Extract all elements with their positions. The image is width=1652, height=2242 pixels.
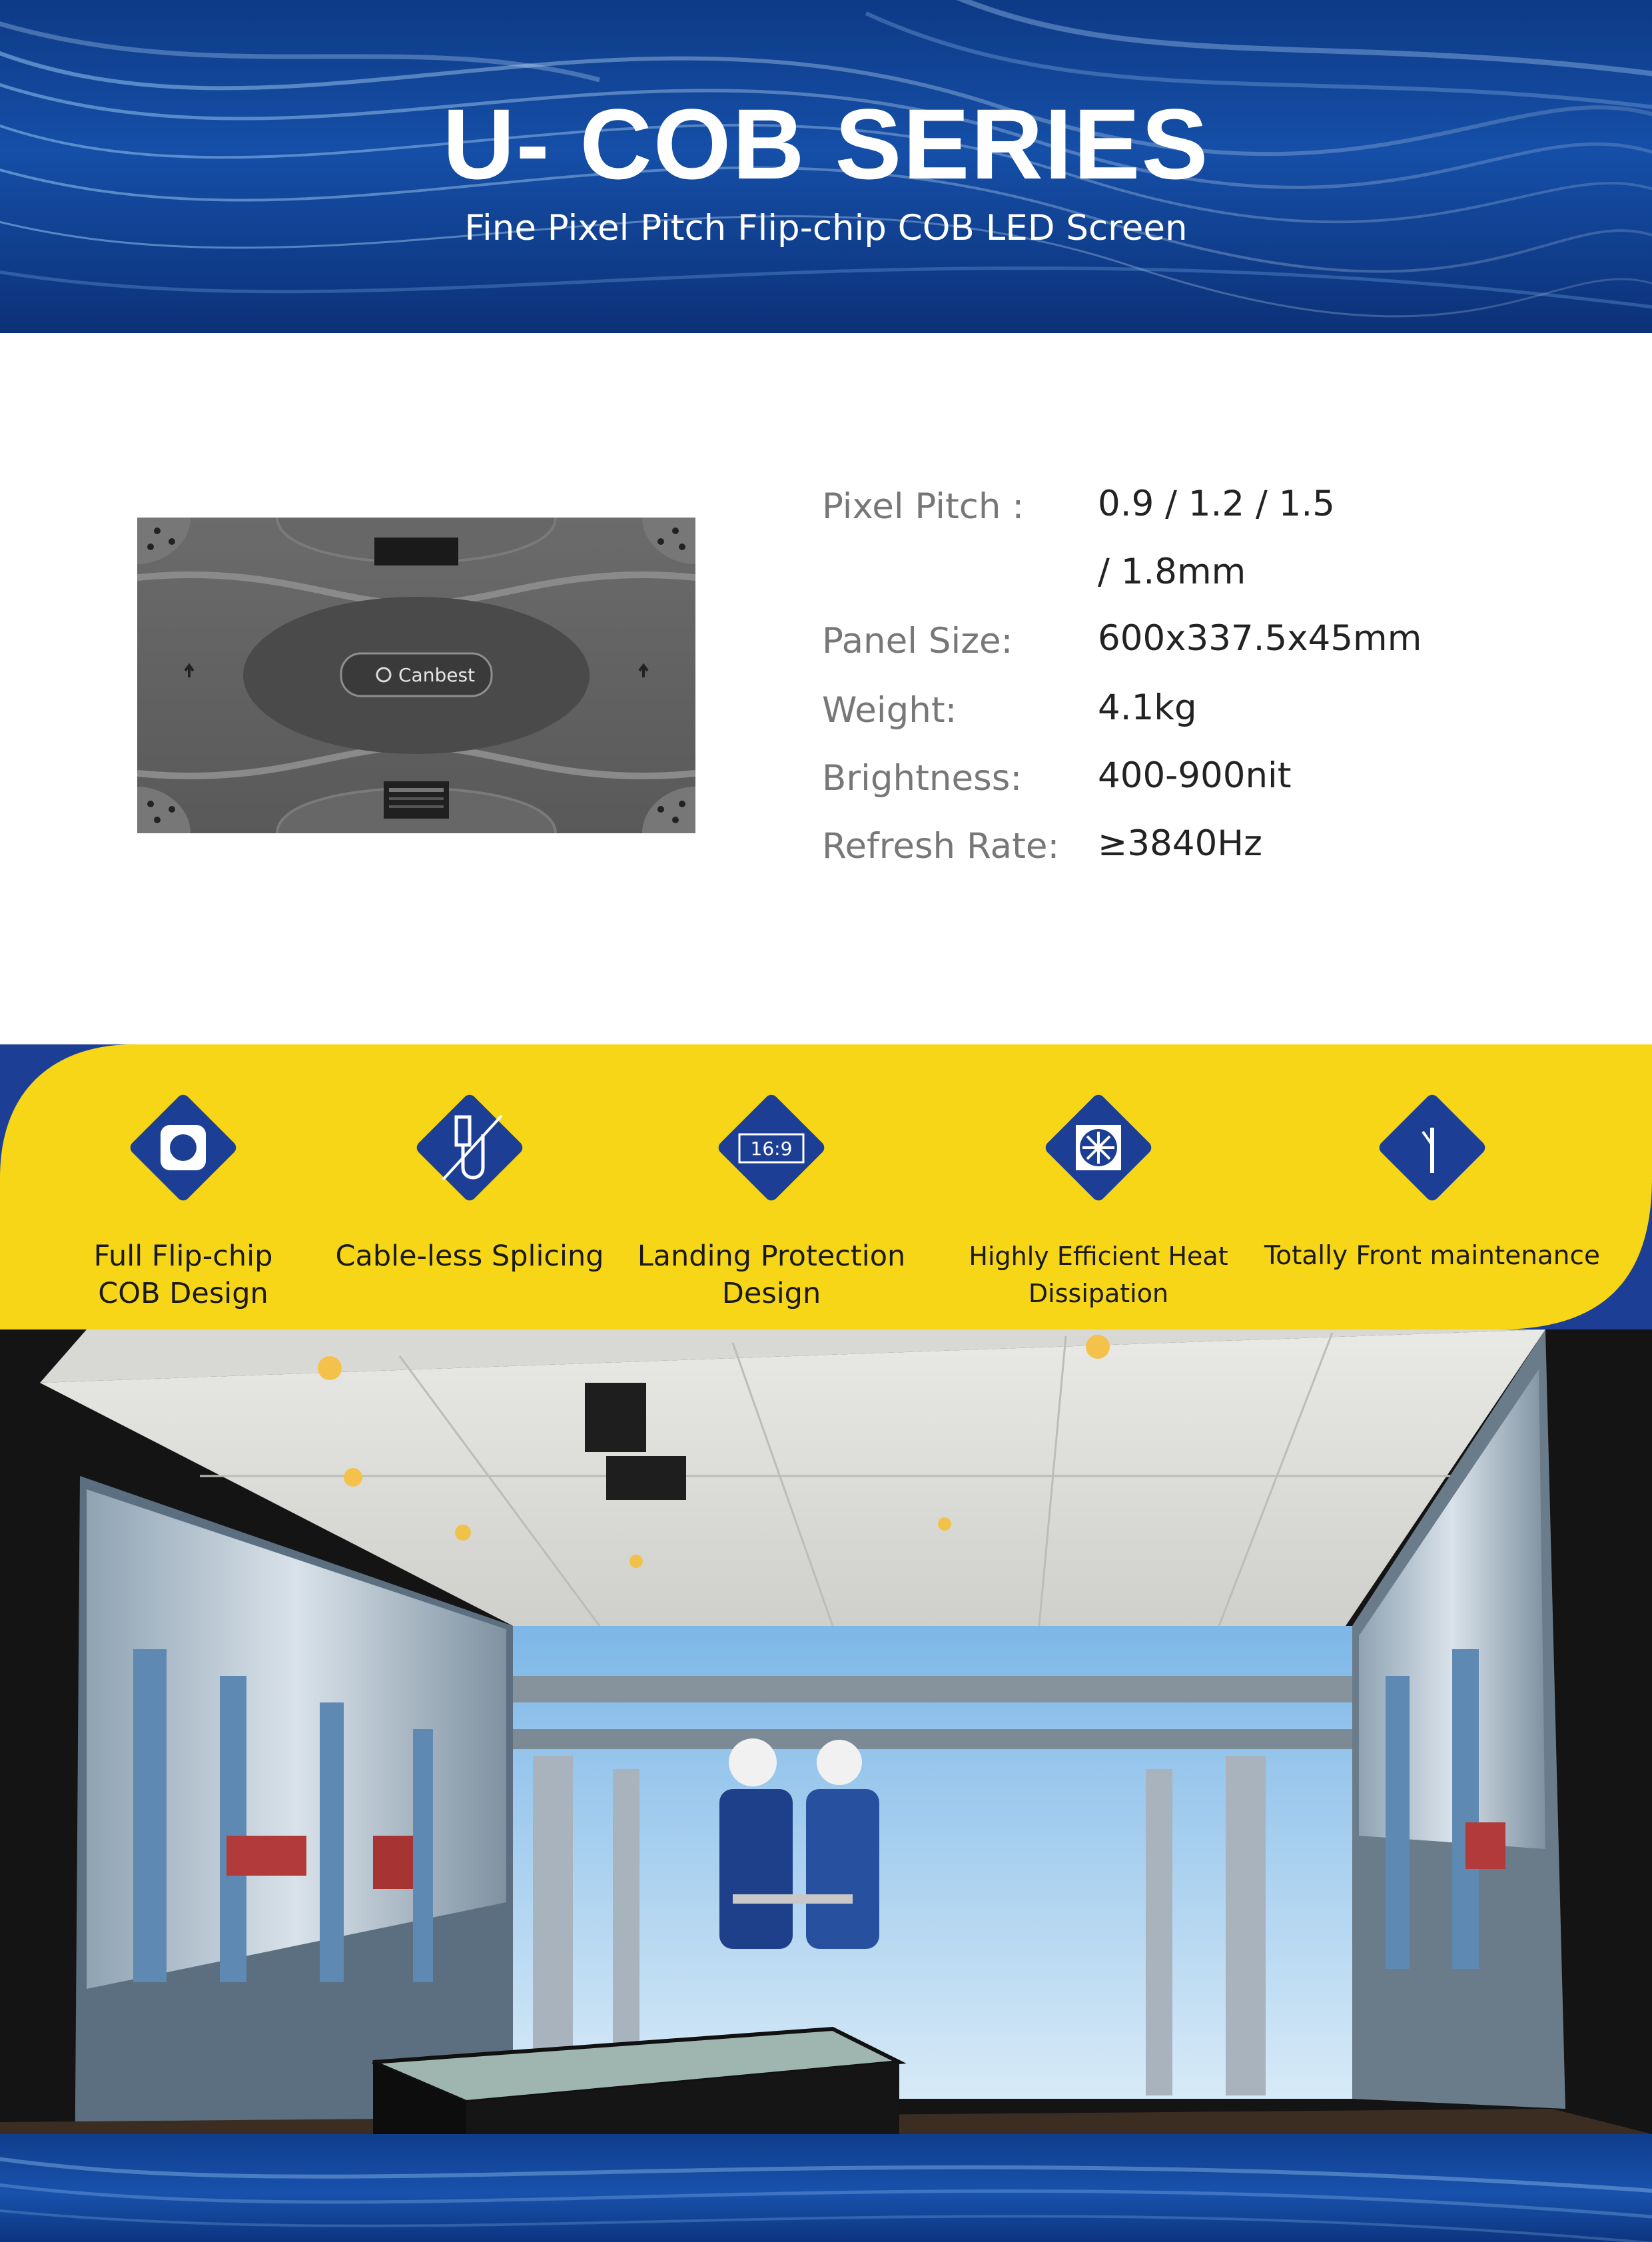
footer-banner xyxy=(0,2134,1652,2242)
spec-label: Panel Size: xyxy=(822,621,1013,661)
svg-text:16:9: 16:9 xyxy=(750,1138,793,1160)
feature-label: Totally Front maintenance xyxy=(1264,1241,1600,1271)
spec-label: Weight: xyxy=(822,690,957,731)
features-band xyxy=(0,1044,1652,1329)
spec-value: 400-900nit xyxy=(1098,755,1292,796)
spec-value: ≥3840Hz xyxy=(1098,823,1262,864)
brand-logo: Canbest xyxy=(398,664,476,686)
cable-less-icon xyxy=(403,1081,536,1214)
feature-heat-dissipation xyxy=(925,1044,1272,1329)
feature-label: Highly Efficient Heat Dissipation xyxy=(969,1242,1228,1308)
spec-label: Refresh Rate: xyxy=(822,826,1060,867)
spec-label: Brightness: xyxy=(822,758,1023,799)
fan-icon xyxy=(1032,1081,1165,1214)
spec-value: / 1.8mm xyxy=(1098,552,1246,592)
feature-label: Cable-less Splicing xyxy=(335,1240,604,1273)
spec-value: 600x337.5x45mm xyxy=(1098,618,1422,659)
spec-value: 0.9 / 1.2 / 1.5 xyxy=(1098,484,1335,524)
page-subtitle: Fine Pixel Pitch Flip-chip COB LED Screen xyxy=(464,208,1188,248)
header-banner xyxy=(0,0,1652,333)
led-cabinet-image xyxy=(137,518,695,833)
showroom-photo xyxy=(0,1329,1652,2134)
flip-chip-icon xyxy=(117,1081,250,1214)
feature-label: Full Flip-chip COB Design xyxy=(93,1240,273,1310)
page-title: U- COB SERIES xyxy=(442,88,1210,200)
wave-background xyxy=(0,2134,1652,2242)
spec-value: 4.1kg xyxy=(1098,687,1197,728)
aspect-ratio-icon xyxy=(705,1081,838,1214)
spec-label: Pixel Pitch : xyxy=(822,486,1025,527)
feature-landing-protection xyxy=(598,1044,945,1329)
front-maintenance-icon xyxy=(1366,1081,1499,1214)
feature-cable-less xyxy=(296,1044,643,1329)
feature-front-maintenance xyxy=(1259,1044,1605,1329)
feature-label: Landing Protection Design xyxy=(637,1240,906,1310)
